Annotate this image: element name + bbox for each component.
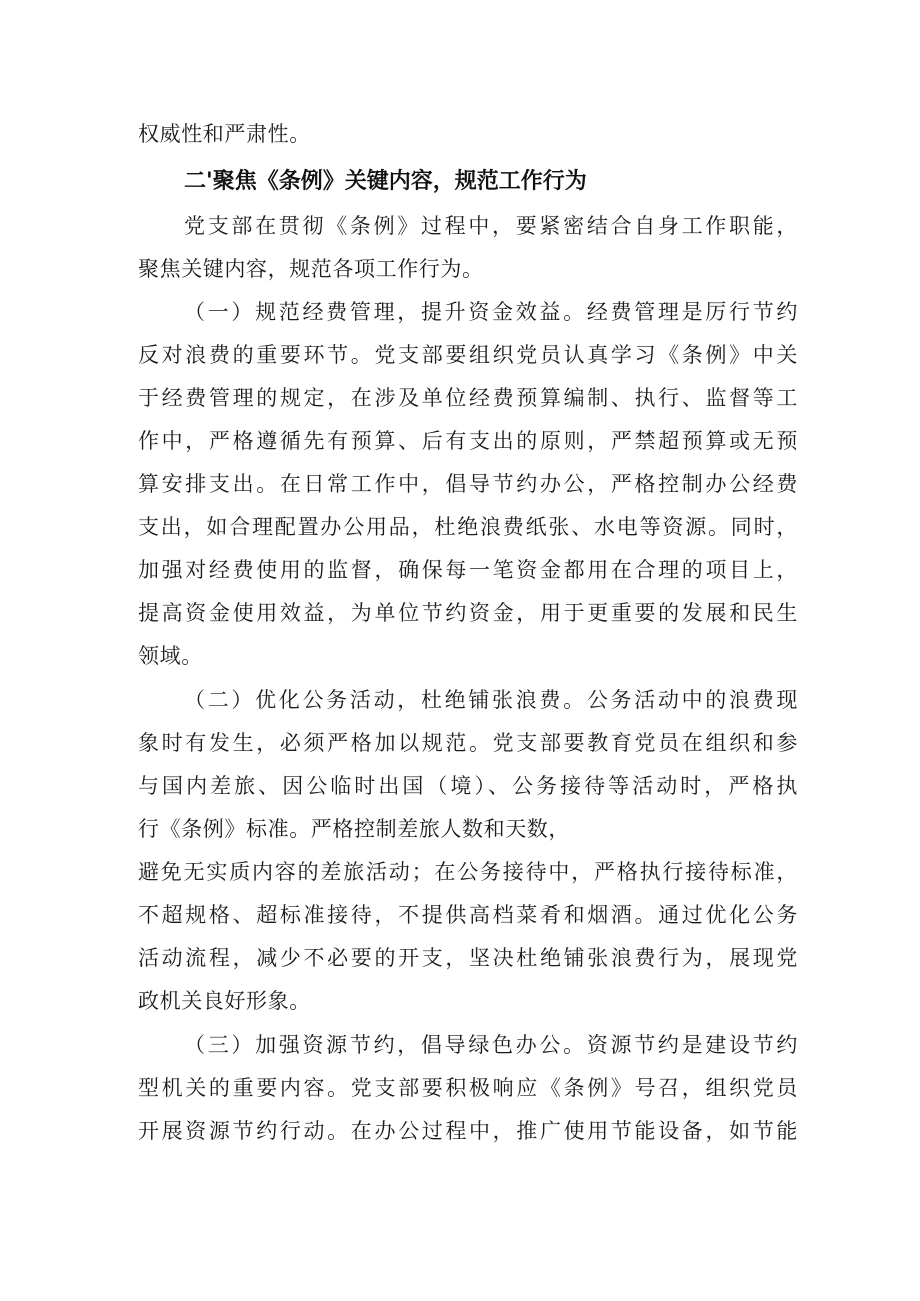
text-line: 行《条例》标准。严格控制差旅人数和天数， [138,817,570,841]
text-line: 算安排支出。在日常工作中，倡导节约办公，严格控制办公经费 [138,472,798,496]
text-line: 提高资金使用效益，为单位节约资金，用于更重要的发展和民生 [138,601,798,625]
text-line: 权威性和严肃性。 [138,122,311,146]
text-line: 政机关良好形象。 [138,989,311,1013]
text-line: 领域。 [138,644,203,668]
text-line: 反对浪费的重要环节。党支部要组织党员认真学习《条例》中关 [138,343,798,367]
text-line: 加强对经费使用的监督，确保每一笔资金都用在合理的项目上， [138,558,798,582]
section-heading: 二'聚焦《条例》关键内容，规范工作行为 [184,169,587,194]
text-line: 聚焦关键内容，规范各项工作行为。 [138,257,484,281]
text-line: 于经费管理的规定，在涉及单位经费预算编制、执行、监督等工 [138,386,798,410]
text-line: 象时有发生，必须严格加以规范。党支部要教育党员在组织和参 [138,731,798,755]
text-line: （三）加强资源节约，倡导绿色办公。资源节约是建设节约 [184,1033,798,1057]
text-line: 活动流程，减少不必要的开支，坚决杜绝铺张浪费行为，展现党 [138,946,798,970]
text-line: 不超规格、超标准接待，不提供高档菜肴和烟酒。通过优化公务 [138,903,798,927]
text-line: （二）优化公务活动，杜绝铺张浪费。公务活动中的浪费现 [184,688,798,712]
text-line: 支出，如合理配置办公用品，杜绝浪费纸张、水电等资源。同时， [138,515,798,539]
text-line: （一）规范经费管理，提升资金效益。经费管理是厉行节约 [184,300,798,324]
text-line: 避免无实质内容的差旅活动；在公务接待中，严格执行接待标准， [138,860,798,884]
text-line: 党支部在贯彻《条例》过程中，要紧密结合自身工作职能， [184,214,798,238]
text-line: 作中，严格遵循先有预算、后有支出的原则，严禁超预算或无预 [138,429,798,453]
text-line: 型机关的重要内容。党支部要积极响应《条例》号召，组织党员 [138,1076,798,1100]
text-line: 与国内差旅、因公临时出国（境）、公务接待等活动时，严格执 [138,774,798,798]
text-line: 开展资源节约行动。在办公过程中，推广使用节能设备，如节能 [138,1119,798,1143]
